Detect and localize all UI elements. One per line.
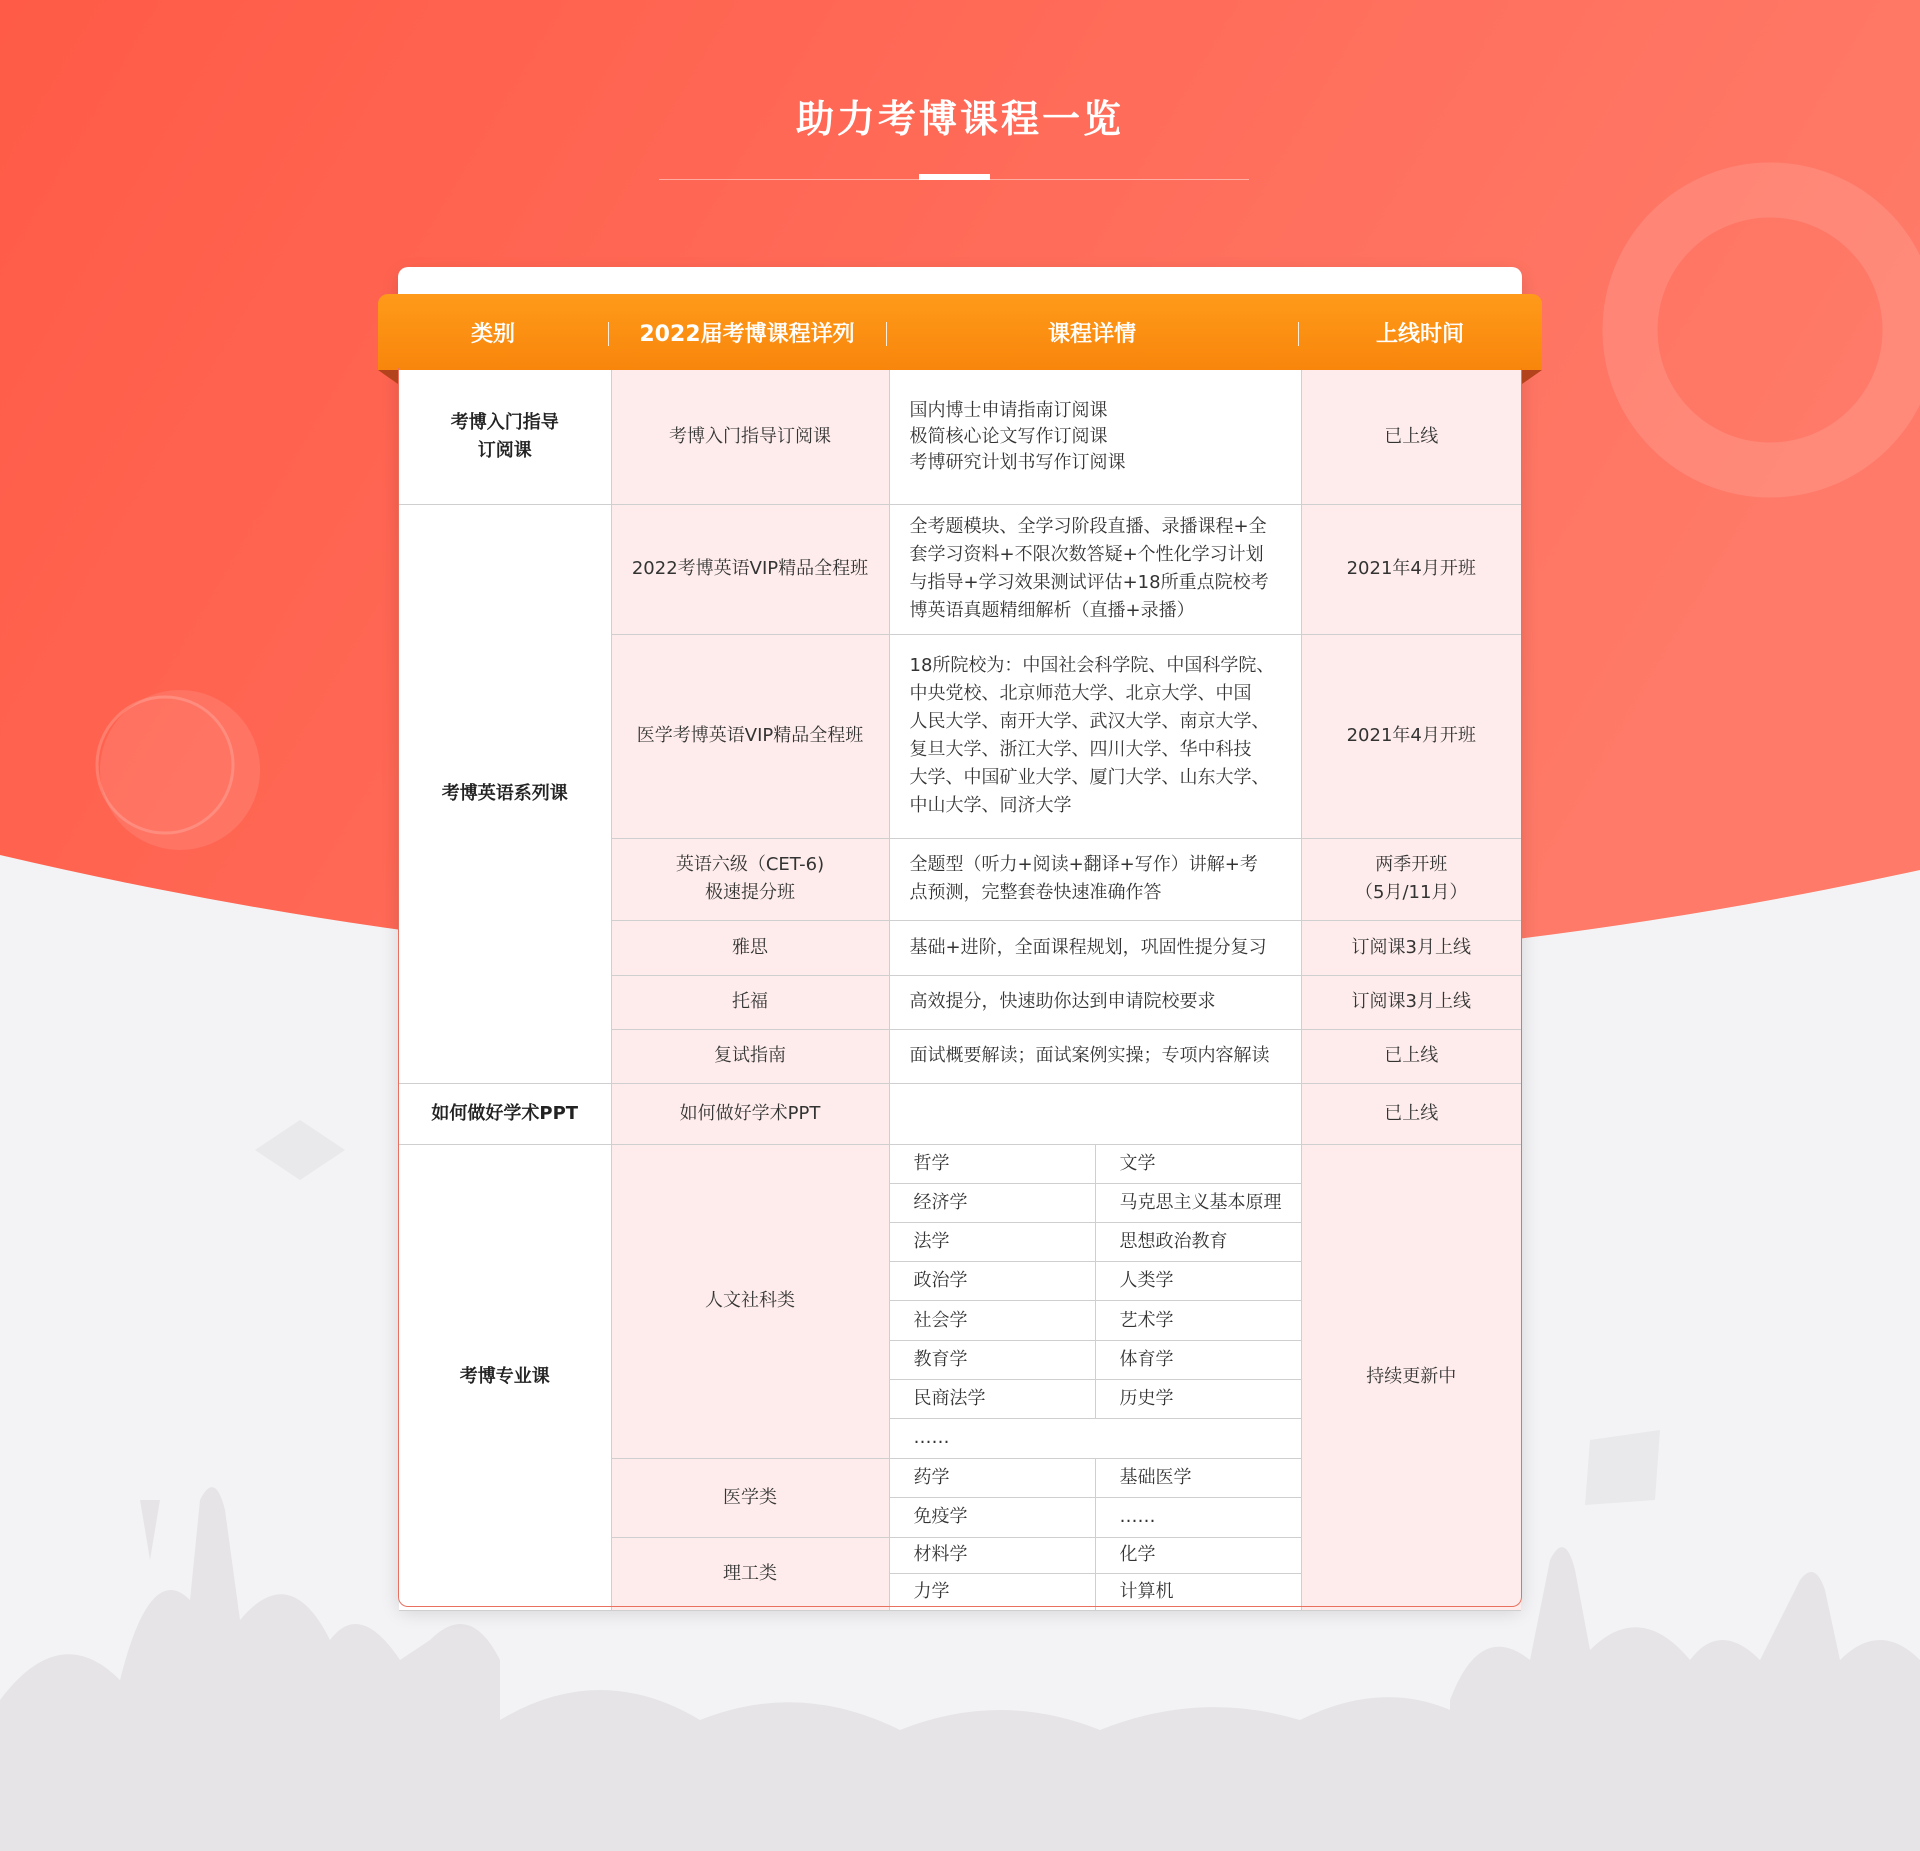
header-fold-left xyxy=(378,370,398,384)
subject-item: …… xyxy=(1095,1498,1301,1537)
subject-grid xyxy=(890,1459,1301,1537)
detail-line: 全考题模块、全学习阶段直播、录播课程+全 xyxy=(909,516,1267,537)
launch-time: 已上线 xyxy=(1301,1083,1521,1144)
course-detail xyxy=(889,1083,1301,1144)
subject-item: 材料学 xyxy=(890,1538,1096,1574)
table-row xyxy=(399,1144,1521,1458)
course-name-line: 极速提分班 xyxy=(705,882,795,903)
header-course-list: 2022届考博课程详列 xyxy=(639,321,855,347)
subject-item: 化学 xyxy=(1095,1538,1301,1574)
detail-line: 与指导+学习效果测试评估+18所重点院校考 xyxy=(909,572,1269,593)
subject-item: 法学 xyxy=(890,1222,1096,1261)
course-name: 医学考博英语VIP精品全程班 xyxy=(611,634,889,838)
detail-line: 中央党校、北京师范大学、北京大学、中国 xyxy=(909,683,1252,704)
detail-line: 中山大学、同济大学 xyxy=(909,795,1072,816)
category-cell: 如何做好学术PPT xyxy=(399,1083,611,1144)
category-cell: 考博专业课 xyxy=(399,1144,611,1610)
course-detail: 高效提分，快速助你达到申请院校要求 xyxy=(889,975,1301,1029)
detail-line: 国内博士申请指南订阅课 xyxy=(909,399,1108,421)
subject-item: 社会学 xyxy=(890,1301,1096,1340)
subject-item: 体育学 xyxy=(1095,1340,1301,1379)
header-separator xyxy=(886,322,887,346)
launch-time: 已上线 xyxy=(1301,370,1521,504)
subject-item: 马克思主义基本原理 xyxy=(1095,1183,1301,1222)
table-row xyxy=(399,370,1521,504)
major-group-name: 理工类 xyxy=(611,1537,889,1610)
detail-line: 考博研究计划书写作订阅课 xyxy=(909,451,1126,473)
course-name xyxy=(611,838,889,920)
header-fold-right xyxy=(1522,370,1542,384)
header-category: 类别 xyxy=(470,321,515,347)
detail-line: 博英语真题精细解析（直播+录播） xyxy=(909,600,1195,621)
subject-grid xyxy=(890,1145,1301,1458)
detail-line: 套学习资料+不限次数答疑+个性化学习计划 xyxy=(909,544,1264,565)
course-name: 雅思 xyxy=(611,920,889,975)
major-group-name: 人文社科类 xyxy=(611,1144,889,1458)
page-title: 助力考博课程一览 xyxy=(795,97,1124,141)
header-separator xyxy=(1298,322,1299,346)
subject-item: 药学 xyxy=(890,1459,1096,1498)
detail-line: 大学、中国矿业大学、厦门大学、山东大学、 xyxy=(909,767,1270,788)
major-subject-grid xyxy=(889,1458,1301,1537)
course-detail xyxy=(889,370,1301,504)
course-detail: 面试概要解读；面试案例实操；专项内容解读 xyxy=(889,1029,1301,1083)
course-name: 考博入门指导订阅课 xyxy=(611,370,889,504)
subject-item: 思想政治教育 xyxy=(1095,1222,1301,1261)
subject-item: 艺术学 xyxy=(1095,1301,1301,1340)
category-cell xyxy=(399,370,611,504)
major-subject-grid xyxy=(889,1144,1301,1458)
subject-item: 民商法学 xyxy=(890,1380,1096,1419)
detail-line: 复旦大学、浙江大学、四川大学、华中科技 xyxy=(909,739,1252,760)
course-detail: 基础+进阶，全面课程规划，巩固性提分复习 xyxy=(889,920,1301,975)
detail-line: 点预测，完整套卷快速准确作答 xyxy=(909,882,1162,903)
time-line: （5月/11月） xyxy=(1355,882,1468,903)
course-table xyxy=(399,370,1521,1611)
subject-item: 力学 xyxy=(890,1574,1096,1610)
major-group-name: 医学类 xyxy=(611,1458,889,1537)
course-detail xyxy=(889,634,1301,838)
course-name: 如何做好学术PPT xyxy=(611,1083,889,1144)
launch-time: 2021年4月开班 xyxy=(1301,634,1521,838)
launch-time: 订阅课3月上线 xyxy=(1301,920,1521,975)
launch-time: 持续更新中 xyxy=(1301,1144,1521,1610)
header-course-detail: 课程详情 xyxy=(1047,321,1136,347)
header-launch-time: 上线时间 xyxy=(1375,321,1464,347)
subject-item: 计算机 xyxy=(1095,1574,1301,1610)
table-header xyxy=(378,294,1542,370)
subject-item: 哲学 xyxy=(890,1145,1096,1184)
detail-line: 极简核心论文写作订阅课 xyxy=(909,425,1108,447)
time-line: 两季开班 xyxy=(1375,854,1448,875)
course-name: 复试指南 xyxy=(611,1029,889,1083)
course-name: 2022考博英语VIP精品全程班 xyxy=(611,504,889,634)
course-detail xyxy=(889,838,1301,920)
subject-item: 经济学 xyxy=(890,1183,1096,1222)
table-row xyxy=(399,1083,1521,1144)
course-name-line: 英语六级（CET-6) xyxy=(675,854,825,875)
subject-item: 历史学 xyxy=(1095,1380,1301,1419)
header-separator xyxy=(608,322,609,346)
category-cell: 考博英语系列课 xyxy=(399,504,611,1083)
course-name: 托福 xyxy=(611,975,889,1029)
major-subject-grid xyxy=(889,1537,1301,1610)
detail-line: 全题型（听力+阅读+翻译+写作）讲解+考 xyxy=(909,854,1258,875)
launch-time: 订阅课3月上线 xyxy=(1301,975,1521,1029)
category-label: 考博入门指导 xyxy=(450,411,559,433)
launch-time xyxy=(1301,838,1521,920)
launch-time: 已上线 xyxy=(1301,1029,1521,1083)
category-label: 订阅课 xyxy=(477,439,532,461)
subject-item: 免疫学 xyxy=(890,1498,1096,1537)
subject-item: 教育学 xyxy=(890,1340,1096,1379)
launch-time: 2021年4月开班 xyxy=(1301,504,1521,634)
detail-line: 18所院校为：中国社会科学院、中国科学院、 xyxy=(909,655,1275,676)
subject-item: 文学 xyxy=(1095,1145,1301,1184)
table-row xyxy=(399,504,1521,634)
subject-item-more: …… xyxy=(890,1419,1301,1458)
subject-grid xyxy=(890,1538,1301,1610)
subject-item: 政治学 xyxy=(890,1262,1096,1301)
title-underline-bar xyxy=(919,174,990,180)
detail-line: 人民大学、南开大学、武汉大学、南京大学、 xyxy=(909,711,1270,732)
subject-item: 基础医学 xyxy=(1095,1459,1301,1498)
course-detail xyxy=(889,504,1301,634)
subject-item: 人类学 xyxy=(1095,1262,1301,1301)
